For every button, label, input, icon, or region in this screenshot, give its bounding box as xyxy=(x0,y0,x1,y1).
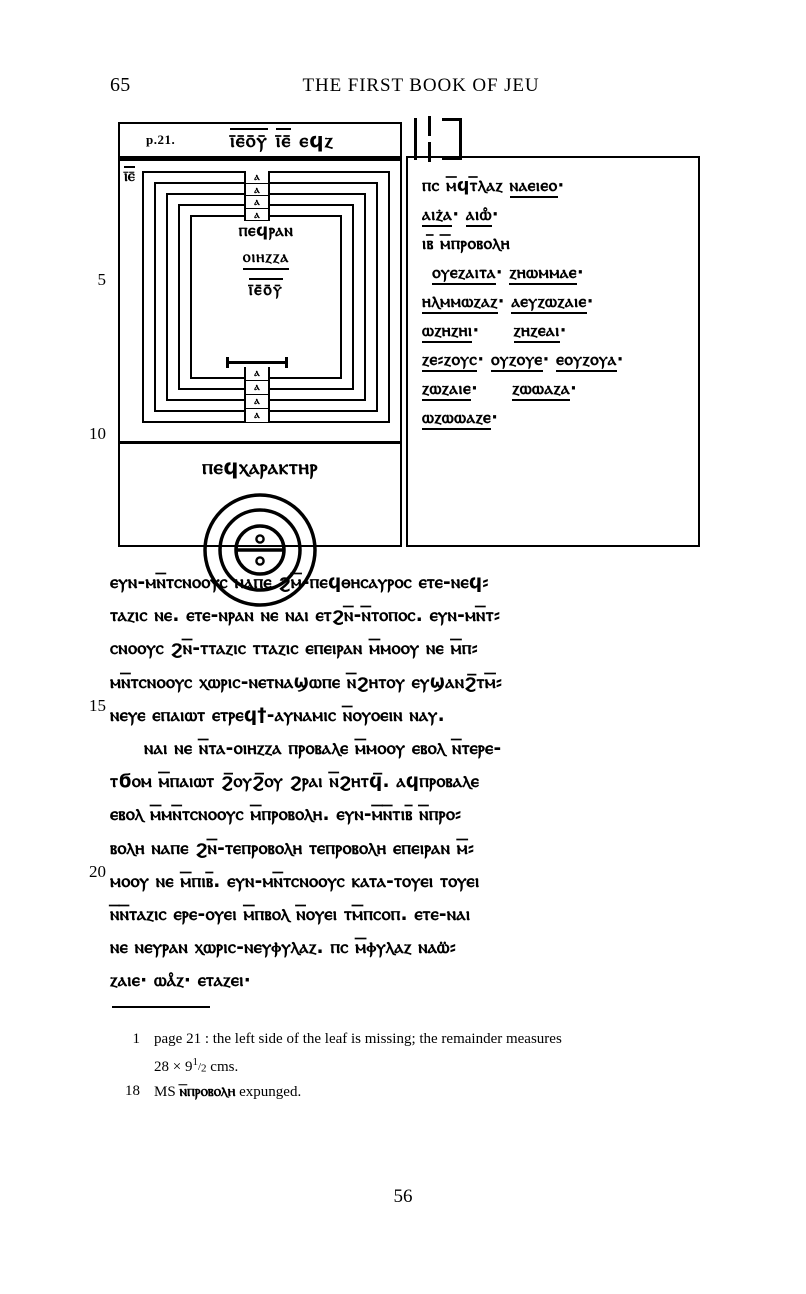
diagram-name-line xyxy=(422,404,690,433)
diagram-name-token: ⲍⲉ⸗ⲍⲟⲩⲥ xyxy=(422,350,478,370)
coptic-text-line: ⲙⲛ̅ⲧⲥⲛⲟⲟⲩⲥ ⲭⲱⲣⲓⲥ-ⲛⲉⲧⲛⲁϣⲱⲡⲉ ⲛ̅ϩⲏⲧⲟⲩ ⲉⲩϣⲁⲛϩ̅ⲧⲙ̅⸗ xyxy=(110,671,503,693)
diagram-header-title-1: ⲓ̄ⲉ̄ⲟ̄ⲩ̄ xyxy=(230,128,268,152)
diagram-name-punct: · xyxy=(491,205,499,225)
diagram-name-punct: · xyxy=(495,263,510,283)
footnote-row xyxy=(112,1080,712,1104)
diagram-left-panel xyxy=(118,158,402,547)
coptic-text-line: ⲥⲛⲟⲟⲩⲥ ϩⲛ̅-ⲧⲧⲁⲍⲓⲥ ⲧⲧⲁⲍⲓⲥ ⲉⲡⲉⲓⲣⲁⲛ ⲙ̅ⲙⲟⲟⲩ ⲛⲉ ⲙ̅ⲡ⸗ xyxy=(110,638,478,660)
diagram-name-token: ⲏⲗⲙⲙⲱⲍⲁⲍ xyxy=(422,292,498,312)
diagram-right-panel xyxy=(406,156,700,547)
coptic-text-line: ⲛⲉ ⲛⲉⲩⲣⲁⲛ ⲭⲱⲣⲓⲥ-ⲛⲉⲩⲫⲩⲗⲁⲍ. ⲡⲥ ⲙ̅ⲫⲩⲗⲁⲍ ⲛⲁⲱ̈⸗ xyxy=(110,937,457,959)
alpha-column-upper xyxy=(244,171,270,221)
diagram-horizontal-divider xyxy=(120,441,400,444)
diagram-name-punct: · xyxy=(472,321,480,341)
diagram-name-punct: · xyxy=(452,205,466,225)
footnote-text-line-2 xyxy=(154,1051,712,1080)
diagram-name-token: ⲱⲍⲱⲱⲁⲍⲉ xyxy=(422,408,492,428)
diagram-name-token: ⲉⲟⲩⲍⲟⲩⲁ xyxy=(556,350,617,370)
diagram-name-token: ⲛⲁⲉⲓⲉⲟ xyxy=(509,176,558,196)
footnote-fraction-denominator: 2 xyxy=(201,1062,207,1075)
diagram-corner-label xyxy=(124,166,135,185)
diagram-name-punct: · xyxy=(477,350,491,370)
diagram-header-title-3: ⲉϥⲍ xyxy=(299,128,334,152)
coptic-text-line: ⲛⲁⲓ ⲛⲉ ⲛ̅ⲧⲁ-ⲟⲓⲏⲍⲍⲁ ⲡⲣⲟⲃⲁⲗⲉ ⲙ̅ⲙⲟⲟⲩ ⲉⲃⲟⲗ ⲛ̅ⲧⲉⲣⲉ- xyxy=(144,738,502,760)
diagram-name-punct: · xyxy=(576,263,585,283)
coptic-text-line: ⲛ̅ⲛ̅ⲧⲁⲍⲓⲥ ⲉⲣⲉ-ⲟⲩⲉⲓ ⲙ̅ⲡⲃⲟⲗ ⲛ̅ⲟⲩⲉⲓ ⲧⲙ̅ⲡⲥⲟⲡ. ⲉⲧⲉ-ⲛⲁⲓ xyxy=(110,904,471,926)
alpha-cell: ⲁ xyxy=(246,395,268,409)
diagram-page-note: p.21. xyxy=(146,132,176,147)
lacuna-tick-top-icon xyxy=(428,116,431,136)
alpha-column-lower xyxy=(244,367,270,423)
coptic-text-line: ⲃⲟⲗⲏ ⲛⲁⲡⲉ ϩⲛ̅-ⲧⲉⲡⲣⲟⲃⲟⲗⲏ ⲧⲉⲡⲣⲟⲃⲟⲗⲏ ⲉⲡⲉⲓⲣⲁⲛ ⲙ̅⸗ xyxy=(110,837,475,859)
folio-number: 65 xyxy=(110,74,131,96)
diagram-name-punct: · xyxy=(586,292,594,312)
line-number-15: 15 xyxy=(89,696,106,715)
footnote-fraction: $^1/_2$ xyxy=(192,1055,207,1075)
line-number-10: 10 xyxy=(89,424,106,443)
alpha-cell: ⲁ xyxy=(246,367,268,381)
diagram-name-punct: · xyxy=(491,408,499,428)
footnote-measure-prefix: 28 × 9 xyxy=(154,1058,193,1075)
diagram-name-punct: · xyxy=(616,350,624,370)
diagram-name-token: ⲁⲓⲱ̊ xyxy=(465,205,492,225)
coptic-text-line: ⲛⲉⲩⲉ ⲉⲡⲁⲓⲱⲧ ⲉⲧⲣⲉϥ†-ⲁⲩⲛⲁⲙⲓⲥ ⲛ̅ⲟⲩⲟⲉⲓⲛ ⲛⲁⲩ. xyxy=(110,704,445,726)
diagram-name-token: ⲍⲱⲍⲁⲓⲉ xyxy=(422,379,472,399)
footnote-text xyxy=(154,1080,712,1104)
diagram-name-line xyxy=(422,230,690,259)
footnote-number: 18 xyxy=(125,1082,140,1099)
diagram-corner-label-text: ⲓ̄ⲉ̄ xyxy=(124,166,135,185)
footnote-measure-suffix: cms. xyxy=(206,1058,239,1075)
footnote-text-line-1: page 21 : the left side of the leaf is missing; the remainder measures xyxy=(154,1031,562,1047)
diagram-name-token: ⲟⲩⲍⲟⲩⲉ xyxy=(490,350,543,370)
diagram-name-token: ⲁⲓⲍ̇ⲁ xyxy=(422,205,453,225)
gate-bar-horizontal xyxy=(226,361,288,364)
diagram-header-strip xyxy=(118,122,402,158)
page-footer-number: 56 xyxy=(393,1186,413,1207)
diagram-name-line xyxy=(422,288,690,317)
diagram-name-punct: · xyxy=(559,321,567,341)
core-name-box xyxy=(190,221,342,300)
gate-bar-glyph-icon xyxy=(226,357,288,368)
alpha-cell: ⲁ xyxy=(246,409,268,423)
diagram-name-token: ⲍⲏⲍⲉⲁⲓ xyxy=(513,321,560,341)
coptic-text-line: ⲉⲩⲛ-ⲙⲛ̅ⲧⲥⲛⲟⲟⲩⲥ ⲛⲁⲡⲉ ϩⲙ̅-ⲡⲉϥⲑⲏⲥⲁⲩⲣⲟⲥ ⲉⲧⲉ-ⲛⲉϥ⸗ xyxy=(110,572,489,593)
coptic-text-line: ⲧϭⲟⲙ ⲙ̅ⲡⲁⲓⲱⲧ ϩ̅ⲟⲩϩ̅ⲟⲩ ϩⲣⲁⲓ ⲛ̅ϩⲏⲧϥ̅. ⲁϥⲡⲣⲟⲃⲁⲗⲉ xyxy=(110,771,480,793)
alpha-cell: ⲁ xyxy=(246,209,268,222)
diagram-name-punct: · xyxy=(497,292,512,312)
diagram-name-line xyxy=(422,317,690,346)
diagram-name-token: ⲁⲉⲩⲍⲱⲍⲁⲓⲉ xyxy=(511,292,587,312)
lacuna-bracket-icon xyxy=(442,118,462,160)
line-number-5: 5 xyxy=(97,270,106,289)
diagram-name-line xyxy=(422,201,690,230)
footnote-row xyxy=(112,1028,712,1080)
diagram-name-punct: · xyxy=(570,379,578,399)
diagram-name-token: ⲍⲏⲱⲙⲙⲁⲉ xyxy=(509,263,577,283)
diagram-name-token: ⲱⲍⲏⲍⲏⲓ xyxy=(422,321,473,341)
footnote-number: 1 xyxy=(132,1031,140,1047)
diagram-name-token: ⲍⲱⲱⲁⲍⲁ xyxy=(512,379,571,399)
footnote-prefix: MS xyxy=(154,1083,180,1100)
diagram-header-coptic xyxy=(230,128,334,152)
diagram-header-title-2: ⲓ̄ⲉ̄ xyxy=(275,128,292,152)
alpha-cell: ⲁ xyxy=(246,171,268,184)
diagram-name-line xyxy=(422,172,690,201)
page-title: THE FIRST BOOK OF JEU xyxy=(302,75,540,96)
diagram-name-punct: ⲡⲥ xyxy=(422,176,447,196)
gate-bar-left-cap xyxy=(226,357,229,368)
lacuna-rule-icon xyxy=(414,118,417,160)
footnote-fraction-numerator: 1 xyxy=(192,1055,198,1068)
gate-bar-right-cap xyxy=(285,357,288,368)
core-line-1: ⲡⲉϥⲣⲁⲛ xyxy=(238,221,294,241)
diagram-name-punct: ⲓⲃ̅ ⲙ̅ⲡⲣⲟⲃⲟⲗⲏ xyxy=(422,234,511,254)
footnote-text xyxy=(154,1028,712,1080)
coptic-text-line: ⲉⲃⲟⲗ ⲙ̅ⲙⲛ̅ⲧⲥⲛⲟⲟⲩⲥ ⲙ̅ⲡⲣⲟⲃⲟⲗⲏ. ⲉⲩⲛ-ⲙ̅ⲛ̅ⲧⲓⲃ̅ ⲛ̅ⲡⲣⲟ⸗ xyxy=(110,804,462,826)
alpha-cell: ⲁ xyxy=(246,184,268,197)
footnote-separator-rule xyxy=(112,1006,210,1008)
core-line-2: ⲟⲓⲏⲍⲍⲁ xyxy=(243,247,290,270)
coptic-body-text xyxy=(110,566,718,998)
diagram-name-punct: · xyxy=(557,176,565,196)
diagram-name-list xyxy=(422,172,690,433)
footnote-suffix: expunged. xyxy=(235,1083,302,1100)
running-head xyxy=(0,74,806,100)
footnote-block xyxy=(112,1028,712,1103)
diagram-name-punct: · xyxy=(542,350,557,370)
manuscript-diagram xyxy=(118,122,700,547)
diagram-name-token: ⲟⲩⲉⲍⲁⲓⲧⲁ xyxy=(432,263,496,283)
footnote-coptic-word: ⲛ̅ⲡⲣⲟⲃⲟⲗⲏ xyxy=(179,1081,236,1100)
coptic-text-line: ⲙⲟⲟⲩ ⲛⲉ ⲙ̅ⲡⲓⲃ̅. ⲉⲩⲛ-ⲙⲛ̅ⲧⲥⲛⲟⲟⲩⲥ ⲕⲁⲧⲁ-ⲧⲟⲩⲉⲓ ⲧⲟⲩⲉⲓ xyxy=(110,870,480,892)
diagram-name-line xyxy=(422,259,690,288)
coptic-text-line: ⲧⲁⲍⲓⲥ ⲛⲉ. ⲉⲧⲉ-ⲛⲣⲁⲛ ⲛⲉ ⲛⲁⲓ ⲉⲧϩⲛ̅-ⲛ̅ⲧⲟⲡⲟⲥ. ⲉⲩⲛ-ⲙⲛ̅ⲧ⸗ xyxy=(110,605,501,627)
line-number-20: 20 xyxy=(89,862,106,881)
diagram-name-punct: · xyxy=(471,379,479,399)
alpha-cell: ⲁ xyxy=(246,381,268,395)
diagram-name-line xyxy=(422,375,690,404)
character-label: ⲡⲉϥⲭⲁⲣⲁⲕⲧⲏⲣ xyxy=(202,455,318,479)
diagram-name-line xyxy=(422,346,690,375)
coptic-text-line: ⲍⲁⲓⲉ· ⲱⲁ̊ⲍ· ⲉⲧⲁⲍⲉⲓ· xyxy=(110,970,251,992)
core-line-3: ⲓ̄ⲉ̄ⲟ̄ⲩ̄ xyxy=(248,280,284,300)
alpha-cell: ⲁ xyxy=(246,196,268,209)
diagram-name-punct: ⲙ̅ϥⲧ̅ⲗⲁⲍ xyxy=(446,176,510,196)
